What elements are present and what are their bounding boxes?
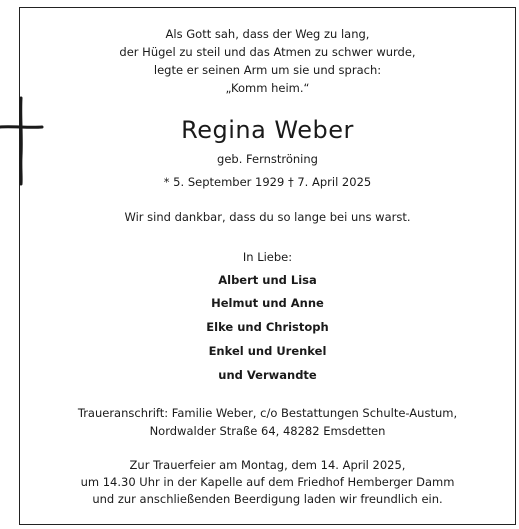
poem-line-3: legte er seinen Arm um sie und sprach: bbox=[153, 63, 382, 77]
mourner-5: und Verwandte bbox=[218, 368, 317, 382]
address-line-1: Traueranschrift: Familie Weber, c/o Bestattungen Schulte-Austum, bbox=[77, 406, 458, 420]
ceremony-line-3: und zur anschließenden Beerdigung laden wir freundlich ein. bbox=[92, 492, 443, 506]
mourner-4: Enkel und Urenkel bbox=[208, 344, 327, 358]
in-love-label: In Liebe: bbox=[242, 250, 293, 264]
deceased-name: Regina Weber bbox=[181, 116, 354, 144]
mourner-3: Elke und Christoph bbox=[206, 320, 329, 334]
poem-line-1: Als Gott sah, dass der Weg zu lang, bbox=[165, 27, 370, 41]
life-dates: * 5. September 1929 † 7. April 2025 bbox=[163, 175, 372, 189]
gratitude-text: Wir sind dankbar, dass du so lange bei uns warst. bbox=[124, 210, 411, 224]
poem-line-2: der Hügel zu steil und das Atmen zu schwer wurde, bbox=[119, 45, 416, 59]
poem-line-4: „Komm heim.“ bbox=[225, 81, 310, 95]
ceremony-line-1: Zur Trauerfeier am Montag, dem 14. April 2025, bbox=[129, 458, 406, 472]
mourner-1: Albert und Lisa bbox=[218, 273, 317, 287]
birth-name: geb. Fernströning bbox=[217, 152, 318, 166]
mourner-2: Helmut und Anne bbox=[211, 296, 324, 310]
address-line-2: Nordwalder Straße 64, 48282 Emsdetten bbox=[149, 424, 386, 438]
ceremony-line-2: um 14.30 Uhr in der Kapelle auf dem Friedhof Hemberger Damm bbox=[80, 475, 455, 489]
